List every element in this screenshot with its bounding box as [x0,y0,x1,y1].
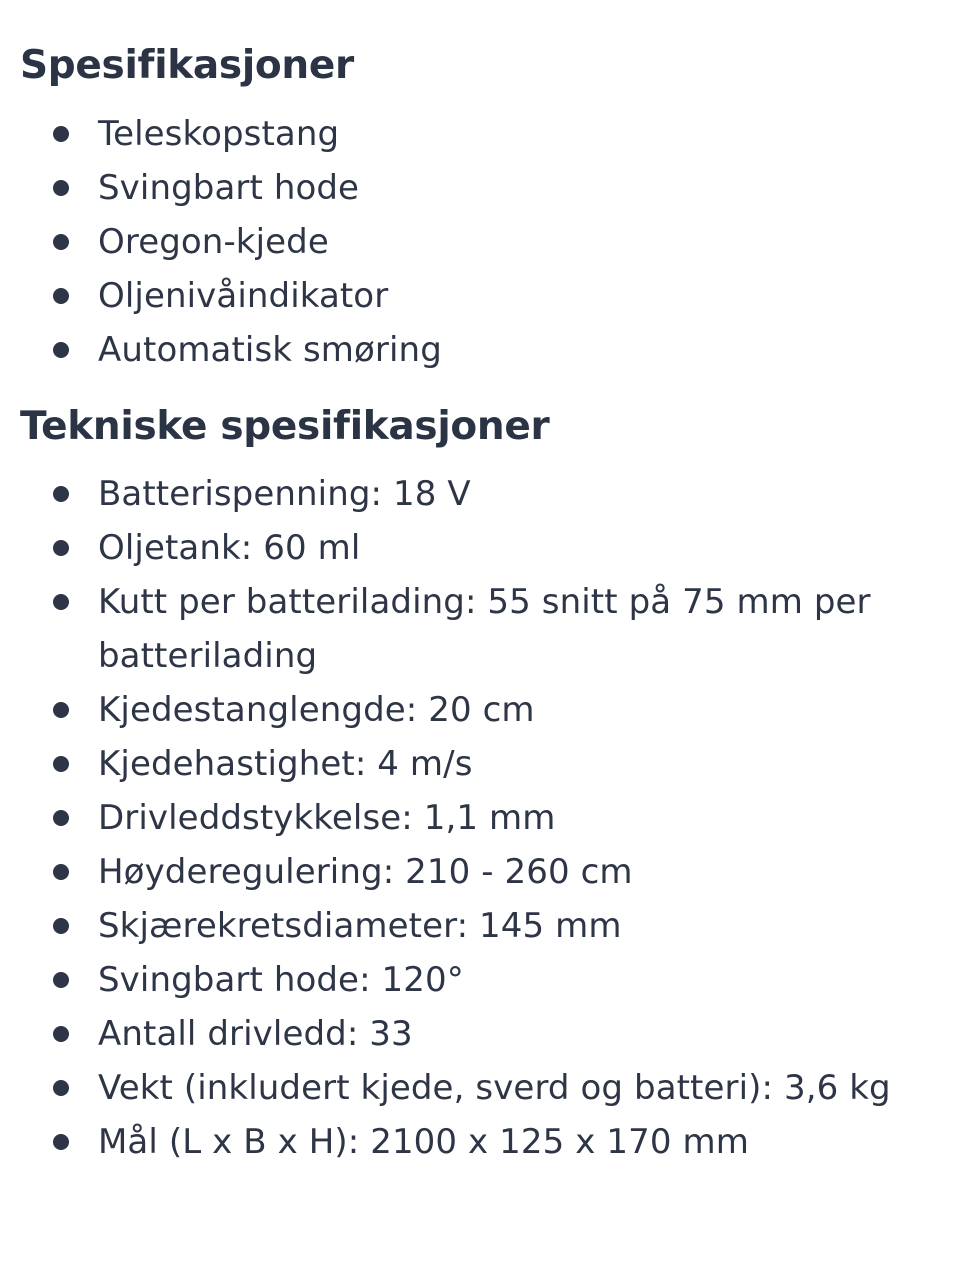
section-heading-technical-specifications: Tekniske spesifikasjoner [20,404,550,449]
list-item-text: Kjedestanglengde: 20 cm [98,690,535,730]
list-item-text: Kutt per batterilading: 55 snitt på 75 mm per batterilading [98,582,871,676]
bullet-icon [53,486,69,502]
bullet-icon [53,342,69,358]
bullet-icon [53,126,69,142]
bullet-icon [53,1080,69,1096]
list-item-text: Svingbart hode [98,168,360,208]
list-item-text: Drivleddstykkelse: 1,1 mm [98,798,556,838]
bullet-icon [53,864,69,880]
spec-content [20,38,940,1169]
list-item [20,467,940,521]
list-item [20,737,940,791]
list-item [20,845,940,899]
technical-specifications-list [20,467,940,1169]
list-item-text: Oljetank: 60 ml [98,528,361,568]
bullet-icon [53,1134,69,1150]
list-item [20,575,940,683]
list-item [20,1115,940,1169]
bullet-icon [53,180,69,196]
list-item-text: Oljenivåindikator [98,276,389,316]
list-item [20,269,940,323]
list-item-text: Automatisk smøring [98,330,442,370]
list-item [20,1007,940,1061]
list-item [20,161,940,215]
list-item [20,215,940,269]
bullet-icon [53,594,69,610]
list-item [20,323,940,377]
bullet-icon [53,540,69,556]
specifications-list [20,107,940,377]
section-heading-specifications: Spesifikasjoner [20,43,354,88]
list-item-text: Kjedehastighet: 4 m/s [98,744,473,784]
bullet-icon [53,756,69,772]
list-item-text: Mål (L x B x H): 2100 x 125 x 170 mm [98,1122,749,1162]
list-item [20,521,940,575]
bullet-icon [53,702,69,718]
list-item-text: Vekt (inkludert kjede, sverd og batteri): 3,6 kg [98,1068,891,1108]
list-item-text: Skjærekretsdiameter: 145 mm [98,906,622,946]
list-item [20,107,940,161]
list-item-text: Oregon-kjede [98,222,329,262]
list-item [20,791,940,845]
bullet-icon [53,810,69,826]
list-item-text: Batterispenning: 18 V [98,474,471,514]
list-item [20,683,940,737]
bullet-icon [53,234,69,250]
list-item [20,899,940,953]
bullet-icon [53,972,69,988]
bullet-icon [53,918,69,934]
list-item-text: Høyderegulering: 210 - 260 cm [98,852,633,892]
bullet-icon [53,1026,69,1042]
list-item [20,1061,940,1115]
list-item [20,953,940,1007]
list-item-text: Antall drivledd: 33 [98,1014,413,1054]
bullet-icon [53,288,69,304]
list-item-text: Svingbart hode: 120° [98,960,464,1000]
list-item-text: Teleskopstang [98,114,340,154]
